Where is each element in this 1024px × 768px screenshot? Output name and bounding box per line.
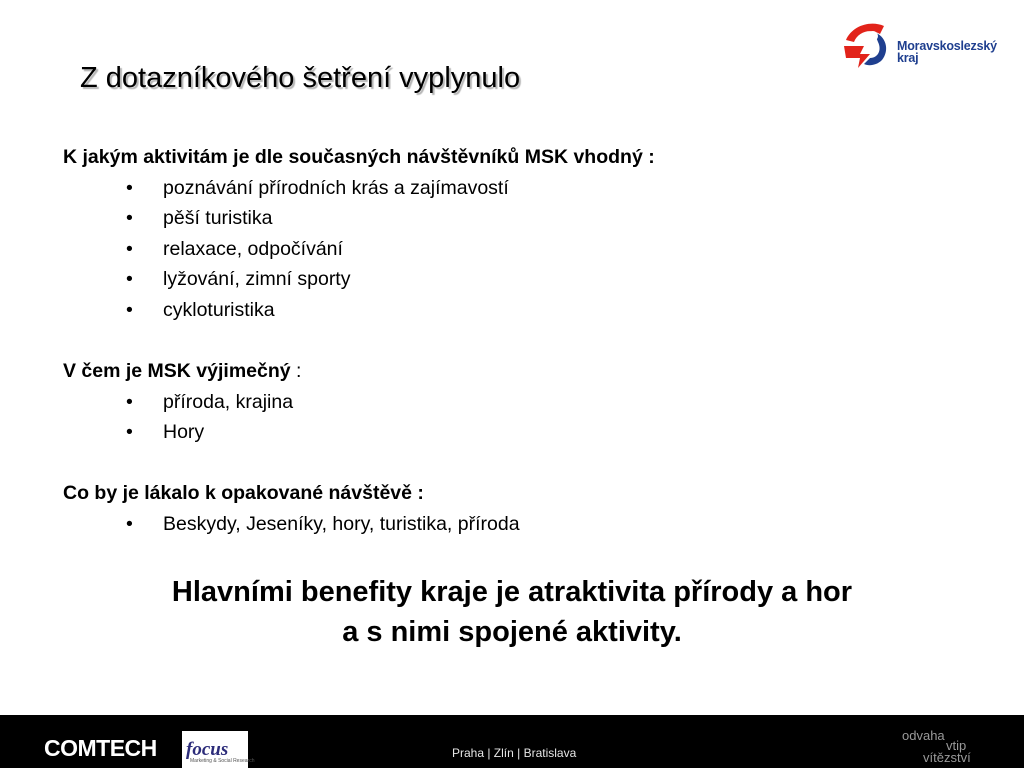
bullet-icon: • <box>126 237 133 260</box>
list-item: • poznávání přírodních krás a zajímavostí <box>63 173 655 204</box>
list-item: • cykloturistika <box>63 295 655 326</box>
msk-emblem-icon <box>840 20 895 72</box>
bullet-list <box>63 173 655 326</box>
bullet-list <box>63 387 301 448</box>
logo-text <box>897 40 997 64</box>
slide-title: Z dotazníkového šetření vyplynulo <box>80 62 521 94</box>
section-uniqueness <box>63 356 301 448</box>
focus-logo <box>182 731 255 768</box>
bullet-icon: • <box>126 298 133 321</box>
list-item: • lyžování, zimní sporty <box>63 264 655 295</box>
conclusion-line1: Hlavními benefity kraje je atraktivita přírody a hor <box>171 576 853 608</box>
bullet-icon: • <box>126 268 133 290</box>
logo-line1: Moravskoslezský <box>897 39 997 53</box>
section-repeat-visit <box>63 478 520 539</box>
moravskoslezsky-logo <box>840 18 1010 72</box>
list-item: • Beskydy, Jeseníky, hory, turistika, příroda <box>63 509 520 540</box>
bullet-list <box>63 509 520 540</box>
bullet-icon: • <box>126 390 133 413</box>
list-item: • relaxace, odpočívání <box>63 234 655 265</box>
section-heading: K jakým aktivitám je dle současných návštěvníků MSK vhodný : <box>63 146 655 168</box>
section-activities <box>63 142 655 325</box>
list-item: • Hory <box>63 417 301 448</box>
bullet-icon: • <box>126 512 133 535</box>
bullet-icon: • <box>126 421 133 443</box>
bullet-icon: • <box>126 176 133 199</box>
comtech-logo: COMTECH <box>44 735 157 761</box>
slogan-word: vtip <box>946 738 967 753</box>
conclusion-line2: a s nimi spojené aktivity. <box>342 616 682 648</box>
conclusion-text <box>0 572 1024 652</box>
slogan-word: vítězství <box>923 750 971 765</box>
section-heading: V čem je MSK výjimečný : <box>63 360 302 382</box>
list-item: • příroda, krajina <box>63 387 301 418</box>
list-item: • pěší turistika <box>63 203 655 234</box>
bullet-icon: • <box>126 207 133 229</box>
logo-line2: kraj <box>897 51 919 65</box>
footer-cities: Praha | Zlín | Bratislava <box>452 746 577 760</box>
focus-logo-text: focus <box>186 739 229 760</box>
slogan-word: odvaha <box>902 728 945 743</box>
focus-logo-subtext: Marketing & Social Research <box>190 758 255 764</box>
section-heading: Co by je lákalo k opakované návštěvě : <box>63 482 424 504</box>
